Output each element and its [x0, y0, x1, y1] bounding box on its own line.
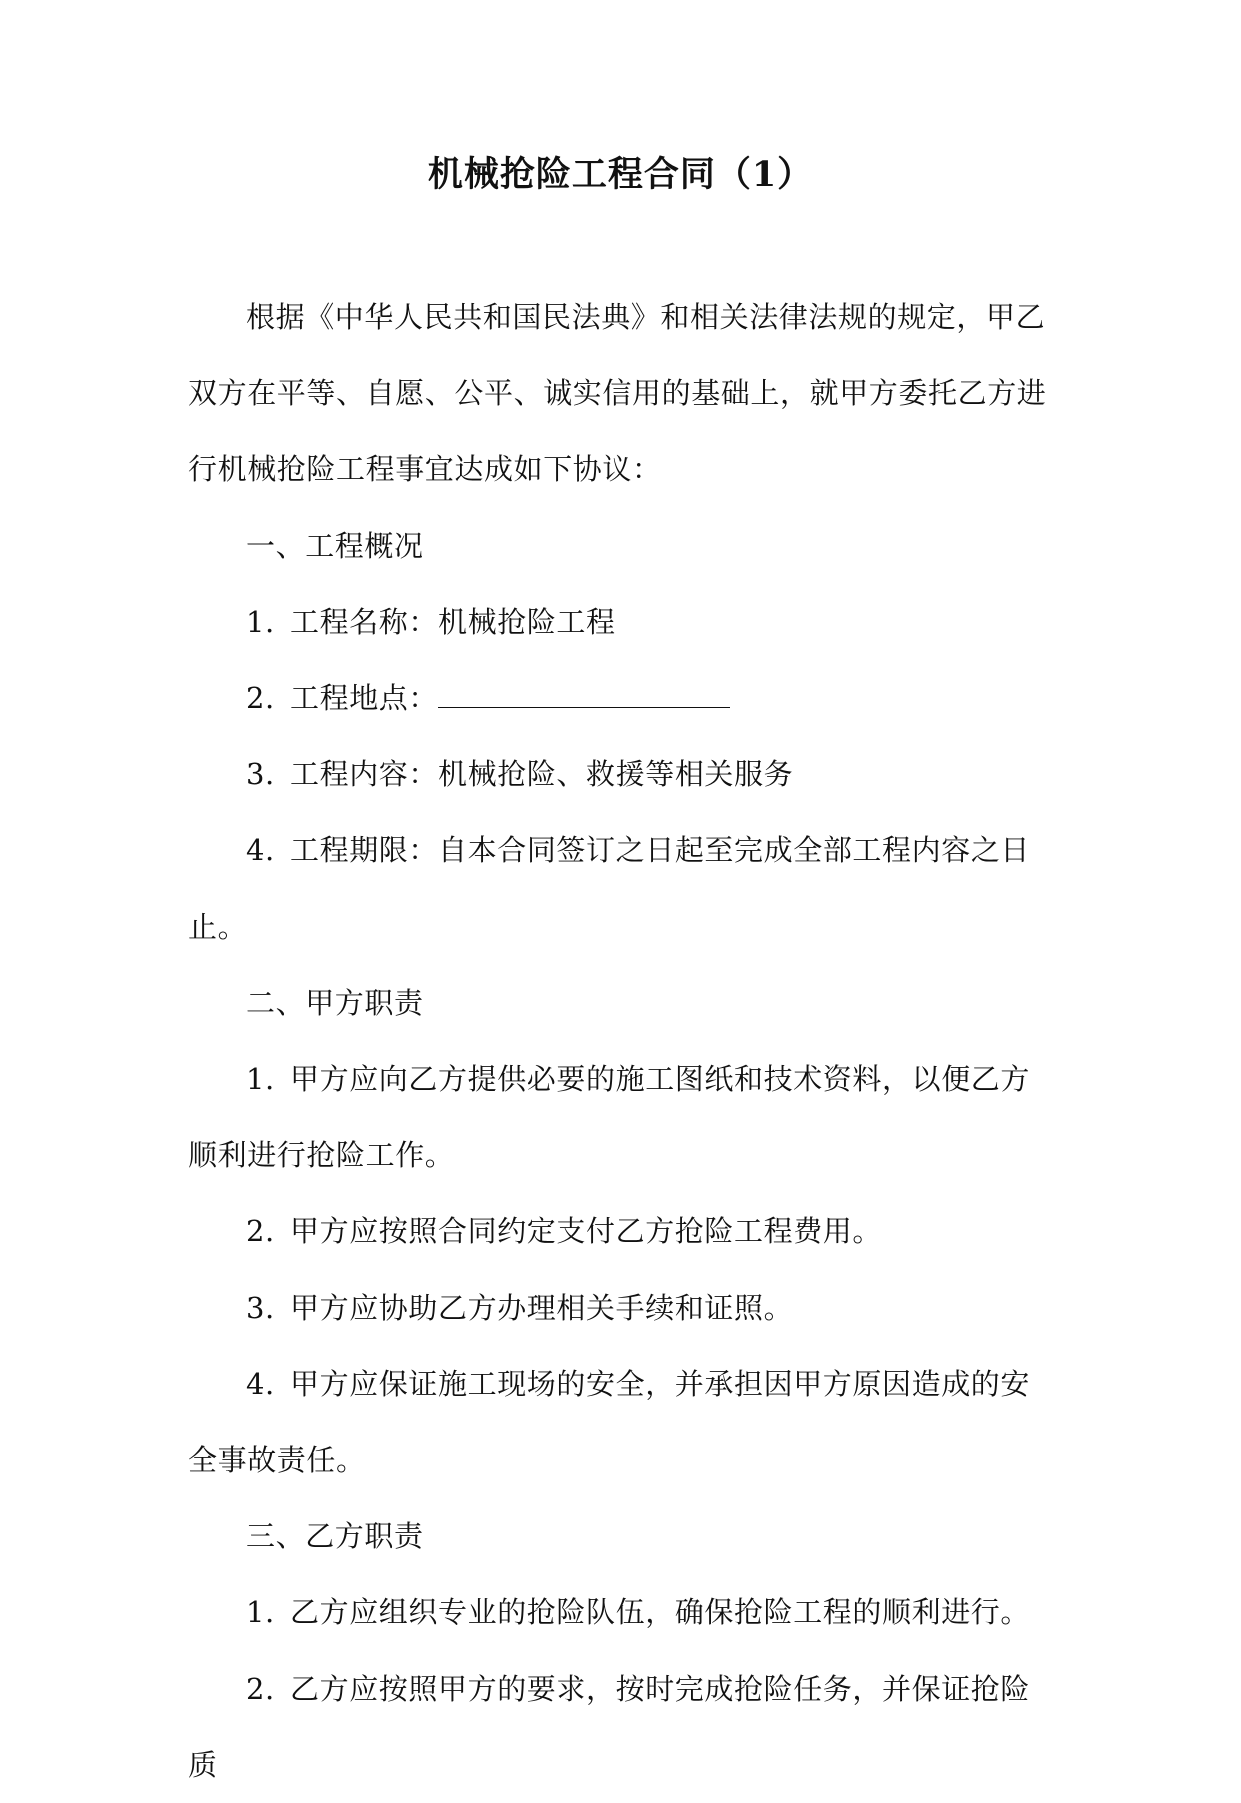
page-title: 机械抢险工程合同（1）: [427, 154, 814, 195]
list-item: [188, 660, 1054, 736]
list-item: [188, 1346, 1054, 1498]
item-number: 4.: [246, 1366, 275, 1401]
item-number: 2.: [246, 681, 275, 716]
item-number: 1.: [246, 1062, 275, 1097]
item-text: 甲方应按照合同约定支付乙方抢险工程费用。: [290, 1214, 883, 1249]
list-item: [188, 1651, 1054, 1803]
item-label: 工程期限：: [290, 833, 439, 868]
item-text: 乙方应按照甲方的要求，按时完成抢险任务，并保证抢险质: [188, 1671, 1031, 1782]
item-label: 工程内容：: [290, 757, 439, 792]
list-item: [188, 1270, 1054, 1346]
item-number: 1.: [246, 1595, 275, 1630]
item-text: 乙方应组织专业的抢险队伍，确保抢险工程的顺利进行。: [290, 1595, 1031, 1630]
item-text: 自本合同签订之日起至完成全部工程内容之日止。: [188, 833, 1031, 944]
list-item: [188, 812, 1054, 964]
item-number: 2.: [246, 1671, 275, 1706]
item-label: 工程名称：: [290, 604, 439, 639]
item-number: 1.: [246, 604, 275, 639]
list-item: [188, 736, 1054, 812]
item-number: 3.: [246, 1290, 275, 1325]
fill-in-blank-line: [438, 685, 730, 708]
item-text: 甲方应向乙方提供必要的施工图纸和技术资料，以便乙方顺利进行抢险工作。: [188, 1062, 1031, 1173]
section-heading-party-a: 二、甲方职责: [246, 985, 424, 1020]
list-item: [188, 584, 1054, 660]
section-heading-party-b: 三、乙方职责: [246, 1519, 424, 1554]
intro-paragraph: 根据《中华人民共和国民法典》和相关法律法规的规定，甲乙双方在平等、自愿、公平、诚实信用的基础上，就甲方委托乙方进行机械抢险工程事宜达成如下协议：: [188, 300, 1047, 487]
document-body: [188, 279, 1054, 1803]
list-item: [188, 1041, 1054, 1193]
item-text: 甲方应协助乙方办理相关手续和证照。: [290, 1290, 794, 1325]
item-text: 机械抢险、救援等相关服务: [438, 757, 794, 792]
item-number: 2.: [246, 1214, 275, 1249]
list-item: [188, 1193, 1054, 1269]
item-number: 4.: [246, 833, 275, 868]
item-label: 工程地点：: [290, 681, 439, 716]
section-heading-overview: 一、工程概况: [246, 528, 424, 563]
list-item: [188, 1574, 1054, 1650]
item-text: 机械抢险工程: [438, 604, 616, 639]
item-text: 甲方应保证施工现场的安全，并承担因甲方原因造成的安全事故责任。: [188, 1366, 1031, 1478]
item-number: 3.: [246, 757, 275, 792]
